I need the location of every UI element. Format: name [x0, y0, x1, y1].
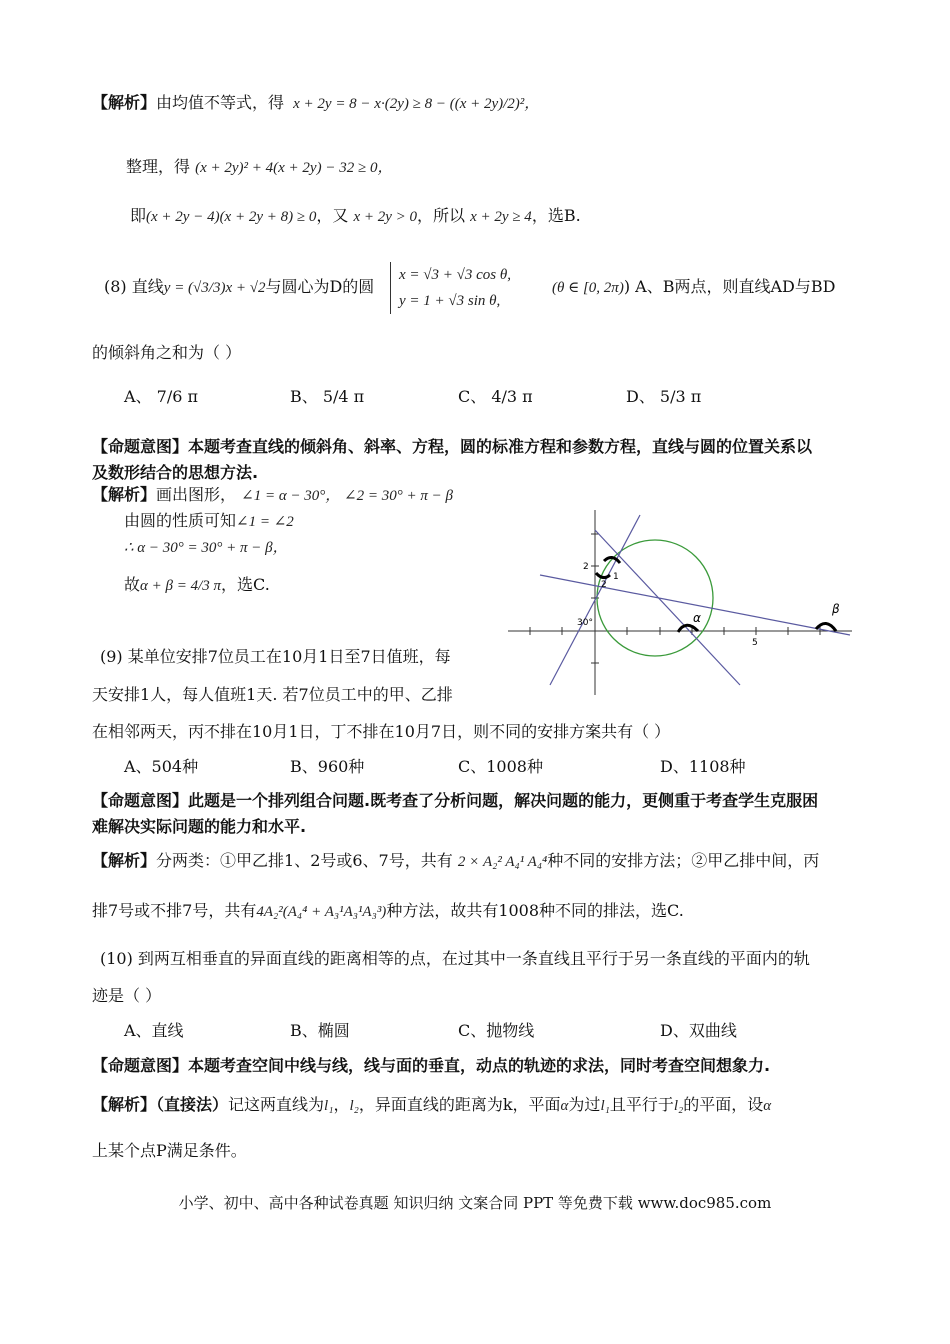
q9-stem-line3: 在相邻两天，丙不排在10月1日，丁不排在10月7日，则不同的安排方案共有（ ） [92, 722, 671, 741]
angle-label-1: 1 [613, 572, 619, 582]
q8-solution-line2: 由圆的性质可知∠1 = ∠2 [124, 511, 294, 530]
q10-option-c[interactable]: C、抛物线 [458, 1021, 535, 1040]
q8-intent-line2: 及数形结合的思想方法. [92, 463, 259, 482]
angle-label-30: 30° [577, 618, 593, 628]
solution-line-1: 【解析】由均值不等式，得 x + 2y = 8 − x·(2y) ≥ 8 − ((x + 2y)/2)²， [92, 93, 540, 112]
angle-label-2: 2 [601, 580, 607, 590]
q8-solution-line4: 故α + β = 4/3 π，选C. [124, 575, 270, 594]
q9-solution-line2: 排7号或不排7号，共有4A₂²(A₄⁴ + A₃¹A₃¹A₃³)种方法，故共有1008种不同的排法，选C. [92, 901, 684, 920]
parametric-circle: x = √3 + √3 cos θ, y = 1 + √3 sin θ, [390, 262, 511, 314]
page-footer: 小学、初中、高中各种试卷真题 知识归纳 文案合同 PPT 等免费下载 www.doc985.com [178, 1194, 772, 1212]
q8-option-a[interactable]: A、 7/6 π [124, 387, 198, 406]
tick-label-5: 5 [752, 638, 758, 648]
q9-stem-line1: (9) 某单位安排7位员工在10月1日至7日值班，每 [100, 647, 451, 666]
circle-line-figure [500, 505, 860, 700]
q10-solution-line1: 【解析】（直接法）记这两直线为l₁，l₂，异面直线的距离为k，平面α为过l₁且平行于l₂的平面，设α [92, 1095, 772, 1114]
q8-stem-tail: (θ ∈ [0, 2π)) A、B两点，则直线AD与BD [552, 277, 836, 296]
q8-option-d[interactable]: D、 5/3 π [626, 387, 702, 406]
q10-option-b[interactable]: B、椭圆 [290, 1021, 350, 1040]
solution-line-2: 整理，得 (x + 2y)² + 4(x + 2y) − 32 ≥ 0， [126, 157, 393, 176]
q8-solution-line1: 【解析】画出图形， ∠1 = α − 30°， ∠2 = 30° + π − β [92, 485, 453, 504]
q9-option-b[interactable]: B、960种 [290, 757, 365, 776]
q8-intent-line1: 【命题意图】本题考查直线的倾斜角、斜率、方程，圆的标准方程和参数方程，直线与圆的位置关系以 [92, 437, 813, 456]
q9-solution-line1: 【解析】分两类：①甲乙排1、2号或6、7号，共有 2 × A₂² A₄¹ A₄⁴种不同的安排方法；②甲乙排中间，丙 [92, 851, 820, 870]
question-number: (8) [104, 277, 127, 296]
q9-intent-line2: 难解决实际问题的能力和水平. [92, 817, 307, 836]
q8-solution-line3: ∴ α − 30° = 30° + π − β， [124, 540, 288, 556]
q8-option-b[interactable]: B、 5/4 π [290, 387, 365, 406]
solution-label: 【解析】 [92, 93, 157, 112]
q8-stem-line2: 的倾斜角之和为（ ） [92, 343, 242, 362]
inequality-formula: x + 2y = 8 − x·(2y) ≥ 8 − ((x + 2y)/2)²， [293, 96, 540, 112]
q9-option-c[interactable]: C、1008种 [458, 757, 543, 776]
q10-stem-line1: (10) 到两互相垂直的异面直线的距离相等的点，在过其中一条直线且平行于另一条直线的平面内的轨 [100, 949, 810, 968]
tick-label-2: 2 [583, 562, 589, 572]
line-bd [595, 530, 740, 685]
q9-option-a[interactable]: A、504种 [124, 757, 199, 776]
q9-stem-line2: 天安排1人，每人值班1天. 若7位员工中的甲、乙排 [92, 685, 453, 704]
line-equation: y = (√3/3)x + √2 [163, 280, 266, 296]
q9-option-d[interactable]: D、1108种 [660, 757, 746, 776]
angle-label-alpha: α [693, 611, 701, 625]
angle-label-beta: β [832, 602, 840, 616]
q9-intent-line1: 【命题意图】此题是一个排列组合问题.既考查了分析问题，解决问题的能力，更侧重于考查学生克服困 [92, 791, 819, 810]
q8-option-c[interactable]: C、 4/3 π [458, 387, 533, 406]
q10-intent: 【命题意图】本题考查空间中线与线，线与面的垂直，动点的轨迹的求法，同时考查空间想象力. [92, 1056, 771, 1075]
q8-stem: (8) 直线y = (√3/3)x + √2与圆心为D的圆 [104, 277, 375, 296]
arranged-formula: (x + 2y)² + 4(x + 2y) − 32 ≥ 0， [195, 160, 393, 176]
q10-solution-line2: 上某个点P满足条件。 [92, 1141, 247, 1160]
q10-stem-line2: 迹是（ ） [92, 986, 162, 1005]
solution-line-3: 即(x + 2y − 4)(x + 2y + 8) ≥ 0，又 x + 2y > 0，所以 x + 2y ≥ 4，选B. [130, 206, 581, 225]
q10-option-a[interactable]: A、直线 [124, 1021, 184, 1040]
q10-option-d[interactable]: D、双曲线 [660, 1021, 737, 1040]
